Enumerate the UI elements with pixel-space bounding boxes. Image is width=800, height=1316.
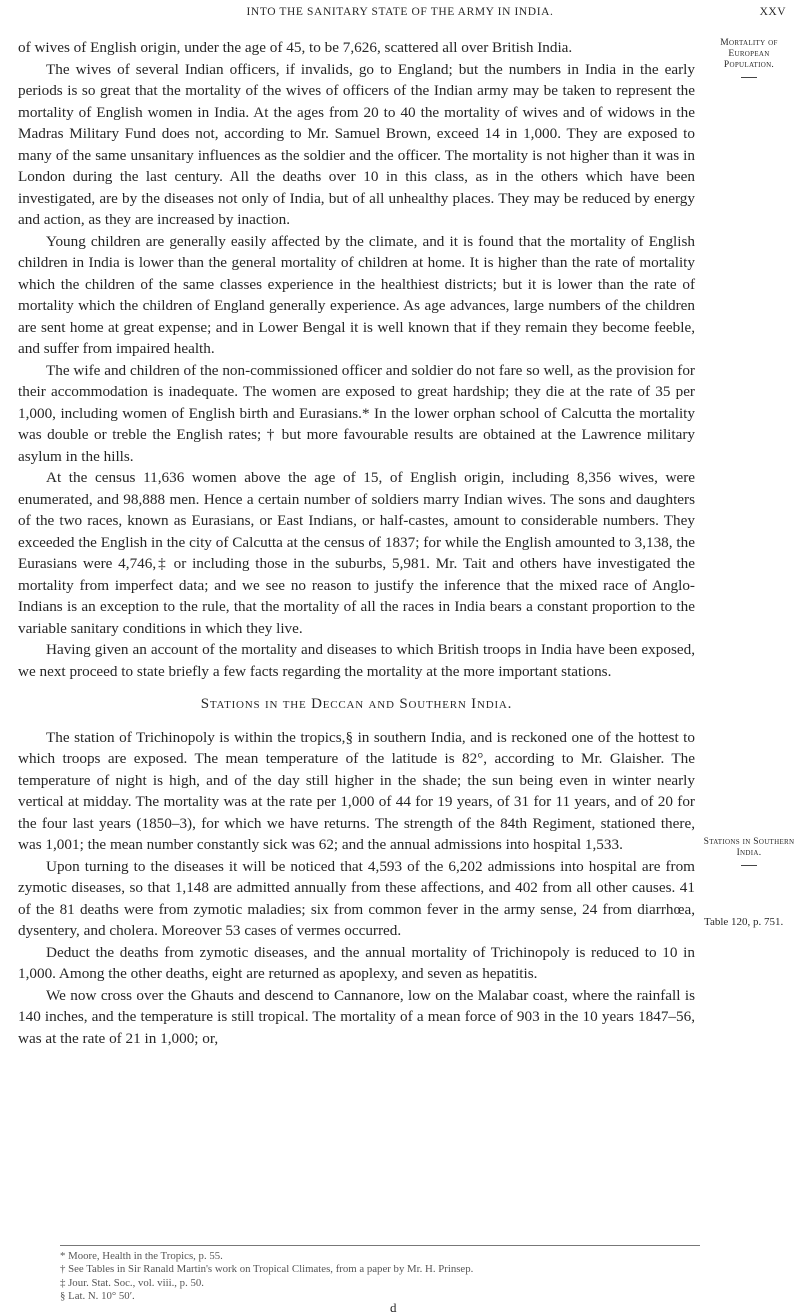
sidenote-dash xyxy=(741,865,757,866)
section-heading: Stations in the Deccan and Southern India. xyxy=(200,696,513,712)
footnote: † See Tables in Sir Ranald Martin's work on Tropical Climates, from a paper by Mr. H. Prinsep. xyxy=(60,1263,474,1276)
footnotes xyxy=(60,1250,720,1304)
running-head: INTO THE SANITARY STATE OF THE ARMY IN INDIA. xyxy=(246,6,554,18)
paragraph: We now cross over the Ghauts and descend to Cannanore, low on the Malabar coast, where the rainfall is 140 inches, and the temperature is still tropical. The mortality of a mean force of 903 in the 10 years 1847–56, was at the rate of 21 in 1,000; or, xyxy=(18,986,695,1047)
sidenote-table-ref: Table 120, p. 751. xyxy=(704,916,784,928)
footnote-rule xyxy=(60,1245,700,1246)
paragraph: Young children are generally easily affected by the climate, and it is found that the mortality of English children in India is lower than the general mortality of children at home. It is higher than the rate of mortality which the children of the same classes experience in the healthiest districts; but it is lower than the rate of mortality which the children of England generally experience. As age advances, large numbers of the children are sent home at great expense; and in Lower Bengal it is well known that if they remain they become feeble, and suffer from impaired health. xyxy=(18,232,695,357)
paragraph: At the census 11,636 women above the age of 15, of English origin, including 8,356 wives, were enumerated, and 98,888 men. Hence a certain number of soldiers marry Indian wives. The sons and daughters of the two races, known as Eurasians, or East Indians, or half-castes, amount to considerable numbers. They exceeded the English in the city of Calcutta at the census of 1837; for while the English amounted to 3,138, the Eurasians were 4,746,‡ or including those in the suburbs, 5,981. Mr. Tait and others have investigated the mortality from imperfect data; and we see no reason to justify the inference that the mixed race of Anglo-Indians is an exception to the rule, that the mortality of all the races in India bears a constant proportion to the variable sanitary conditions in which they live. xyxy=(18,469,695,637)
paragraph: Deduct the deaths from zymotic diseases, and the annual mortality of Trichinopoly is reduced to 10 in 1,000. Among the other deaths, eight are returned as apoplexy, and seven as hepatitis. xyxy=(18,943,695,982)
paragraph: Having given an account of the mortality and diseases to which British troops in India have been exposed, we next proceed to state briefly a few facts regarding the mortality at the more important stations. xyxy=(18,641,695,680)
sidenote-mortality-text: Mortality of European Population. xyxy=(720,38,778,70)
footnote: * Moore, Health in the Tropics, p. 55. xyxy=(60,1250,223,1262)
page-number: XXV xyxy=(759,6,786,18)
paragraph: The wives of several Indian officers, if invalids, go to England; but the numbers in India in the early periods is so great that the mortality of the wives of officers of the Indian army may be taken to represent the mortality of English women in India. At the ages from 20 to 40 the mortality of wives and of widows in the Madras Military Fund does not, according to Mr. Samuel Brown, exceed 14 in 1,000. They are exposed to many of the same unsanitary influences as the soldier and the officer. The mortality is not higher than it was in London during the last century. All the deaths over 10 in this class, as in the others which have been investigated, are by the diseases not only of India, but of all unhealthy places. They may be reduced by energy and action, as they are increased by inaction. xyxy=(18,60,695,228)
footnote: § Lat. N. 10° 50′. xyxy=(60,1290,135,1303)
sidenote-mortality xyxy=(702,38,796,78)
paragraph: The station of Trichinopoly is within the tropics,§ in southern India, and is reckoned one of the hottest to which troops are exposed. The mean temperature of the latitude is 82°, according to Mr. Glaisher. The temperature of night is high, and of the day still higher in the shade; the sun being even in winter nearly vertical at midday. The mortality was at the rate per 1,000 of 44 for 19 years, of 31 for 11 years, and of 20 for the four last years (1850–3), for which we have returns. The strength of the 84th Regiment, stationed there, was 1,001; the mean number constantly sick was 62; and the annual admissions into hospital 1,533. xyxy=(18,728,695,853)
paragraph: of wives of English origin, under the age of 45, to be 7,626, scattered all over British India. xyxy=(18,39,573,56)
footnote: ‡ Jour. Stat. Soc., vol. viii., p. 50. xyxy=(60,1276,204,1289)
paragraph: The wife and children of the non-commissioned officer and soldier do not fare so well, as the provision for their accommodation is inadequate. The women are exposed to great hardship; they die at the rate of 35 per 1,000, including women of English birth and Eurasians.* In the lower orphan school of Calcutta the mortality was double or treble the English rates; † but more favourable results are obtained at the Lawrence military asylum in the hills. xyxy=(18,361,695,465)
sidenote-stations xyxy=(702,837,796,866)
sidenote-stations-text: Stations in Southern India. xyxy=(703,837,795,858)
signature-mark: d xyxy=(390,1300,397,1315)
main-text xyxy=(18,37,695,1049)
paragraph: Upon turning to the diseases it will be noticed that 4,593 of the 6,202 admissions into hospital are from zymotic diseases, so that 1,148 are admitted annually from these affections, and 402 from all other causes. 41 of the 81 deaths were from zymotic maladies; six from common fever in the army sense, 24 from diarrhœa, dysentery, and cholera. Moreover 53 cases of vermes occurred. xyxy=(18,857,695,939)
sidenote-dash xyxy=(741,77,757,78)
